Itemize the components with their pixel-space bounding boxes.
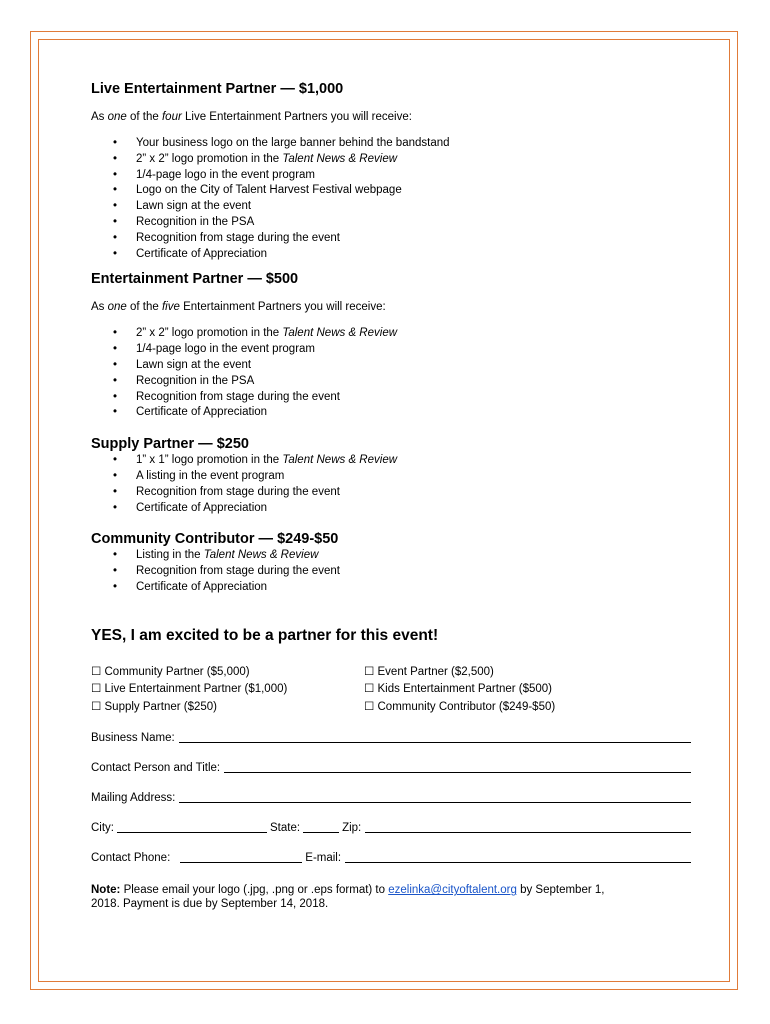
business-name-field xyxy=(91,731,691,745)
list-item: • Recognition from stage during the event xyxy=(91,390,691,406)
list-item: • Certificate of Appreciation xyxy=(91,405,691,421)
option-community-contributor[interactable]: ☐ Community Contributor ($249-$50) xyxy=(364,700,556,713)
state-label: State: xyxy=(270,822,301,835)
option-live-entertainment-partner[interactable]: ☐ Live Entertainment Partner ($1,000) xyxy=(91,683,288,696)
list-item: • Recognition from stage during the event xyxy=(91,485,691,501)
mailing-address-field xyxy=(91,791,691,805)
option-kids-entertainment-partner[interactable]: ☐ Kids Entertainment Partner ($500) xyxy=(364,683,553,696)
contact-person-line[interactable] xyxy=(224,761,691,773)
business-name-label: Business Name: xyxy=(91,732,175,745)
option-community-partner[interactable]: ☐ Community Partner ($5,000) xyxy=(91,665,250,678)
section-title: Supply Partner — $250 xyxy=(91,436,249,453)
note-label: Note: xyxy=(91,884,121,897)
city-label: City: xyxy=(91,822,114,835)
list-item: • A listing in the event program xyxy=(91,469,691,485)
list-item: • Certificate of Appreciation xyxy=(91,580,691,596)
contact-phone-line[interactable] xyxy=(180,851,302,863)
contact-phone-email-field xyxy=(91,851,691,865)
note-paragraph: Note: Please email your logo (.jpg, .png or .eps format) to ezelinka@cityoftalent.org by September 1, 2018. Payment is due by September 14, 2018. xyxy=(91,884,605,911)
zip-label: Zip: xyxy=(342,822,362,835)
contact-phone-label: Contact Phone: xyxy=(91,852,171,865)
list-item: • 2” x 2” logo promotion in the Talent News & Review xyxy=(91,326,691,342)
section-title: Entertainment Partner — $500 xyxy=(91,271,299,288)
mailing-address-line[interactable] xyxy=(179,791,691,803)
section-title: Community Contributor — $249-$50 xyxy=(91,531,339,548)
section-supply xyxy=(91,435,691,516)
section-intro: As one of the five Entertainment Partners you will receive: xyxy=(91,301,386,314)
benefit-list xyxy=(91,548,691,595)
benefit-list xyxy=(91,136,691,262)
zip-line[interactable] xyxy=(365,821,691,833)
list-item: • 2” x 2” logo promotion in the Talent News & Review xyxy=(91,152,691,168)
list-item: • 1/4-page logo in the event program xyxy=(91,342,691,358)
email-label: E-mail: xyxy=(305,852,342,865)
list-item: • 1/4-page logo in the event program xyxy=(91,168,691,184)
partner-form-heading: YES, I am excited to be a partner for this event! xyxy=(91,626,439,644)
list-item: • Lawn sign at the event xyxy=(91,199,691,215)
contact-person-label: Contact Person and Title: xyxy=(91,762,221,775)
section-entertainment xyxy=(91,270,691,421)
benefit-list xyxy=(91,326,691,421)
list-item: • Logo on the City of Talent Harvest Festival webpage xyxy=(91,183,691,199)
partner-options xyxy=(91,664,691,716)
email-link[interactable]: ezelinka@cityoftalent.org xyxy=(388,884,517,897)
option-supply-partner[interactable]: ☐ Supply Partner ($250) xyxy=(91,700,218,713)
list-item: • Recognition from stage during the event xyxy=(91,564,691,580)
email-line[interactable] xyxy=(345,851,691,863)
list-item: • 1” x 1” logo promotion in the Talent News & Review xyxy=(91,453,691,469)
state-line[interactable] xyxy=(303,821,339,833)
section-title: Live Entertainment Partner — $1,000 xyxy=(91,81,344,97)
list-item: • Certificate of Appreciation xyxy=(91,501,691,517)
list-item: • Listing in the Talent News & Review xyxy=(91,548,691,564)
benefit-list xyxy=(91,453,691,516)
list-item: • Certificate of Appreciation xyxy=(91,247,691,263)
section-community xyxy=(91,530,691,595)
city-state-zip-field xyxy=(91,821,691,835)
list-item: • Your business logo on the large banner behind the bandstand xyxy=(91,136,691,152)
list-item: • Lawn sign at the event xyxy=(91,358,691,374)
mailing-address-label: Mailing Address: xyxy=(91,792,176,805)
list-item: • Recognition in the PSA xyxy=(91,215,691,231)
city-line[interactable] xyxy=(117,821,267,833)
contact-person-field xyxy=(91,761,691,775)
option-event-partner[interactable]: ☐ Event Partner ($2,500) xyxy=(364,665,494,678)
list-item: • Recognition in the PSA xyxy=(91,374,691,390)
business-name-line[interactable] xyxy=(179,731,691,743)
section-live-entertainment xyxy=(91,80,691,262)
list-item: • Recognition from stage during the event xyxy=(91,231,691,247)
document-content xyxy=(91,80,691,911)
section-intro: As one of the four Live Entertainment Partners you will receive: xyxy=(91,111,412,123)
